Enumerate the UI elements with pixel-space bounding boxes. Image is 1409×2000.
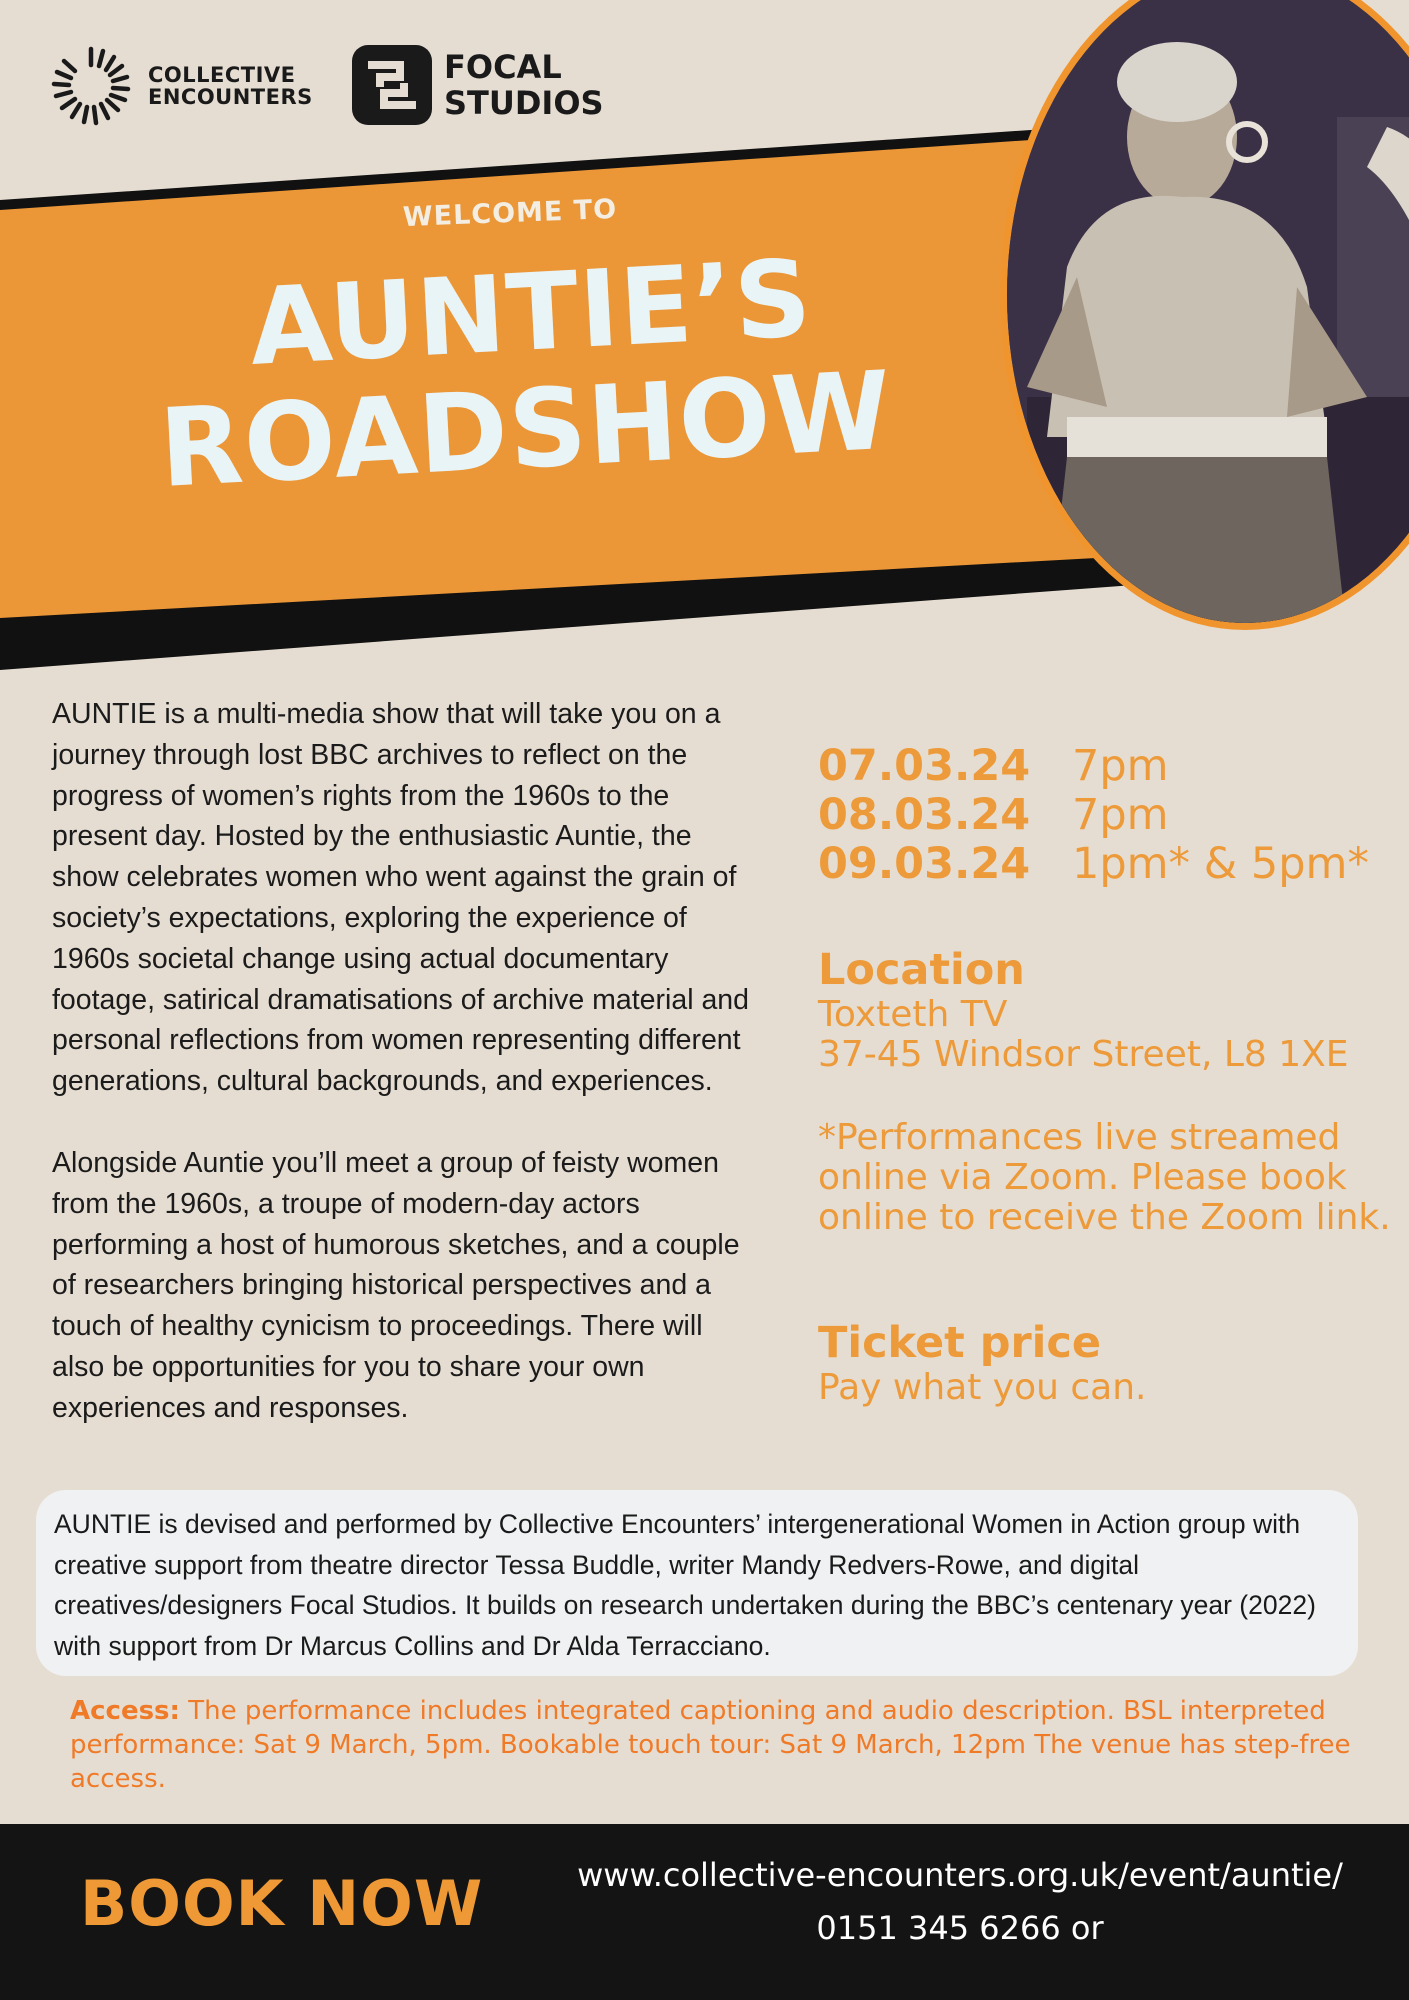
- sunburst-icon: [48, 43, 134, 129]
- date-row: [818, 840, 1398, 889]
- date: 09.03.24: [818, 839, 1031, 889]
- venue-name: Toxteth TV: [818, 994, 1008, 1035]
- logo-text-line: COLLECTIVE: [148, 63, 296, 87]
- welcome-text: WELCOME TO: [402, 193, 618, 234]
- show-description: [52, 694, 762, 1470]
- location-heading: Location: [818, 945, 1025, 995]
- booking-url[interactable]: www.collective-encounters.org.uk/event/auntie/: [577, 1856, 1343, 1894]
- time: 7pm: [1072, 741, 1169, 791]
- title-line-1: AUNTIE’S: [246, 236, 815, 389]
- focal-studios-wordmark: [444, 49, 604, 121]
- focal-studios-logo: [350, 40, 610, 130]
- description-paragraph-1: AUNTIE is a multi-media show that will take you on a journey through lost BBC archives to reflect on the progress of women’s rights from the 1960s to the present day. Hosted by the enthusiastic Auntie, the show celebrates women who went against the grain of society’s expectations, exploring the experience of 1960s societal change using actual documentary footage, satirical dramatisations of archive material and personal reflections from women representing different generations, cultural backgrounds, and experiences.: [52, 698, 750, 1098]
- location-section: [818, 945, 1408, 1075]
- access-label: Access:: [70, 1696, 180, 1726]
- collective-encounters-logo: [48, 38, 348, 134]
- title-line-2: ROADSHOW: [156, 348, 895, 512]
- focal-studios-icon: [350, 43, 434, 127]
- access-info: [70, 1694, 1360, 1796]
- date-row: [818, 742, 1398, 791]
- time: 7pm: [1072, 790, 1169, 840]
- venue-address: 37-45 Windsor Street, L8 1XE: [818, 1034, 1349, 1075]
- logo-text-line: FOCAL: [444, 48, 562, 86]
- ticket-section: [818, 1318, 1408, 1408]
- stream-note: *Performances live streamed online via Zoom. Please book online to receive the Zoom link.: [818, 1117, 1391, 1238]
- ticket-heading: Ticket price: [818, 1318, 1102, 1368]
- date: 07.03.24: [818, 741, 1031, 791]
- performance-dates: [818, 742, 1398, 889]
- book-now-heading: BOOK NOW: [80, 1867, 484, 1940]
- description-paragraph-2: Alongside Auntie you’ll meet a group of feisty women from the 1960s, a troupe of modern-day actors performing a host of humorous sketches, and a couple of researchers bringing historical perspectives and a touch of healthy cynicism to proceedings. There will also be opportunities for you to share your own experiences and responses.: [52, 1146, 740, 1424]
- collective-encounters-wordmark: [148, 64, 313, 108]
- date-row: [818, 791, 1398, 840]
- time: 1pm* & 5pm*: [1072, 839, 1369, 889]
- logo-text-line: STUDIOS: [444, 84, 604, 122]
- booking-phone: 0151 345 6266 or: [816, 1909, 1104, 1947]
- logo-text-line: ENCOUNTERS: [148, 85, 313, 109]
- date: 08.03.24: [818, 790, 1031, 840]
- credits-box: AUNTIE is devised and performed by Collective Encounters’ intergenerational Women in Action group with creative support from theatre director Tessa Buddle, writer Mandy Redvers-Rowe, and digital creatives/designers Focal Studios. It builds on research undertaken during the BBC’s centenary year (2022) with support from Dr Marcus Collins and Dr Alda Terracciano.: [36, 1490, 1358, 1676]
- ticket-value: Pay what you can.: [818, 1367, 1147, 1408]
- access-text: The performance includes integrated captioning and audio description. BSL interpreted performance: Sat 9 March, 5pm. Bookable touch tour: Sat 9 March, 12pm The venue has step-free access.: [70, 1696, 1351, 1794]
